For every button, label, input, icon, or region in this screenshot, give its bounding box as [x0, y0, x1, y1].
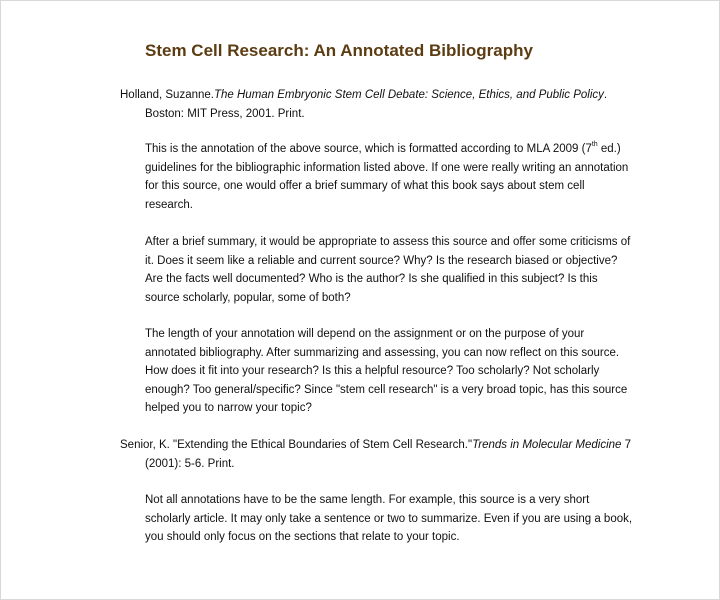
text-line: scholarly article. It may only take a sentence or two to summarize. Even if you are using a book, [145, 512, 633, 525]
text-line: it. Does it seem like a reliable and current source? Why? Is the research biased or objective? [145, 254, 618, 267]
text-line: After a brief summary, it would be appropriate to assess this source and offer some criticisms of [145, 236, 631, 248]
text-line: helped you to narrow your topic? [145, 402, 312, 415]
citation-publication: Boston: MIT Press, 2001. Print. [145, 107, 305, 120]
citation-author: Senior, K. "Extending the Ethical Boundaries of Stem Cell Research." [120, 439, 473, 451]
text-line: This is the annotation of the above source, which is formatted according to MLA 2009 (7 [145, 143, 592, 155]
citation-senior [1, 436, 631, 473]
text-line: you should only focus on the sections that relate to your topic. [145, 531, 460, 544]
citation-author: Holland, Suzanne. [120, 89, 214, 101]
text-line: ed.) [597, 143, 621, 155]
text-line: Not all annotations have to be the same length. For example, this source is a very short [145, 494, 590, 506]
text-line: for this source, one would offer a brief summary of what this book says about stem cell [145, 180, 585, 193]
text-line: source scholarly, popular, some of both? [145, 291, 351, 304]
citation-punct: . [603, 89, 608, 101]
text-line: research. [145, 198, 193, 211]
citation-publication: (2001): 5-6. Print. [145, 457, 235, 470]
text-line: annotated bibliography. After summarizing and assessing, you can now reflect on this source. [145, 346, 620, 359]
text-line: guidelines for the bibliographic information listed above. If one were really writing an annotation [145, 161, 629, 174]
citation-holland [1, 86, 607, 123]
superscript: th [591, 141, 598, 148]
text-line: How does it fit into your research? Is this a helpful resource? Too scholarly? Not scholarly [145, 365, 600, 378]
text-line: The length of your annotation will depend on the assignment or on the purpose of your [145, 328, 585, 340]
annotation-paragraph [1, 491, 632, 547]
citation-work-title: Trends in Molecular Medicine [472, 439, 622, 451]
annotation-paragraph [1, 233, 630, 307]
text-line: enough? Too general/specific? Since "stem cell research" is a very broad topic, has this source [145, 383, 628, 396]
document-title: Stem Cell Research: An Annotated Bibliography [145, 41, 533, 60]
citation-volume: 7 [621, 439, 632, 451]
citation-work-title: The Human Embryonic Stem Cell Debate: Science, Ethics, and Public Policy [213, 89, 604, 101]
text-line: Are the facts well documented? Who is the author? Is she qualified in this subject? Is this [145, 273, 598, 286]
annotation-paragraph [1, 325, 627, 418]
annotation-paragraph [1, 140, 628, 214]
